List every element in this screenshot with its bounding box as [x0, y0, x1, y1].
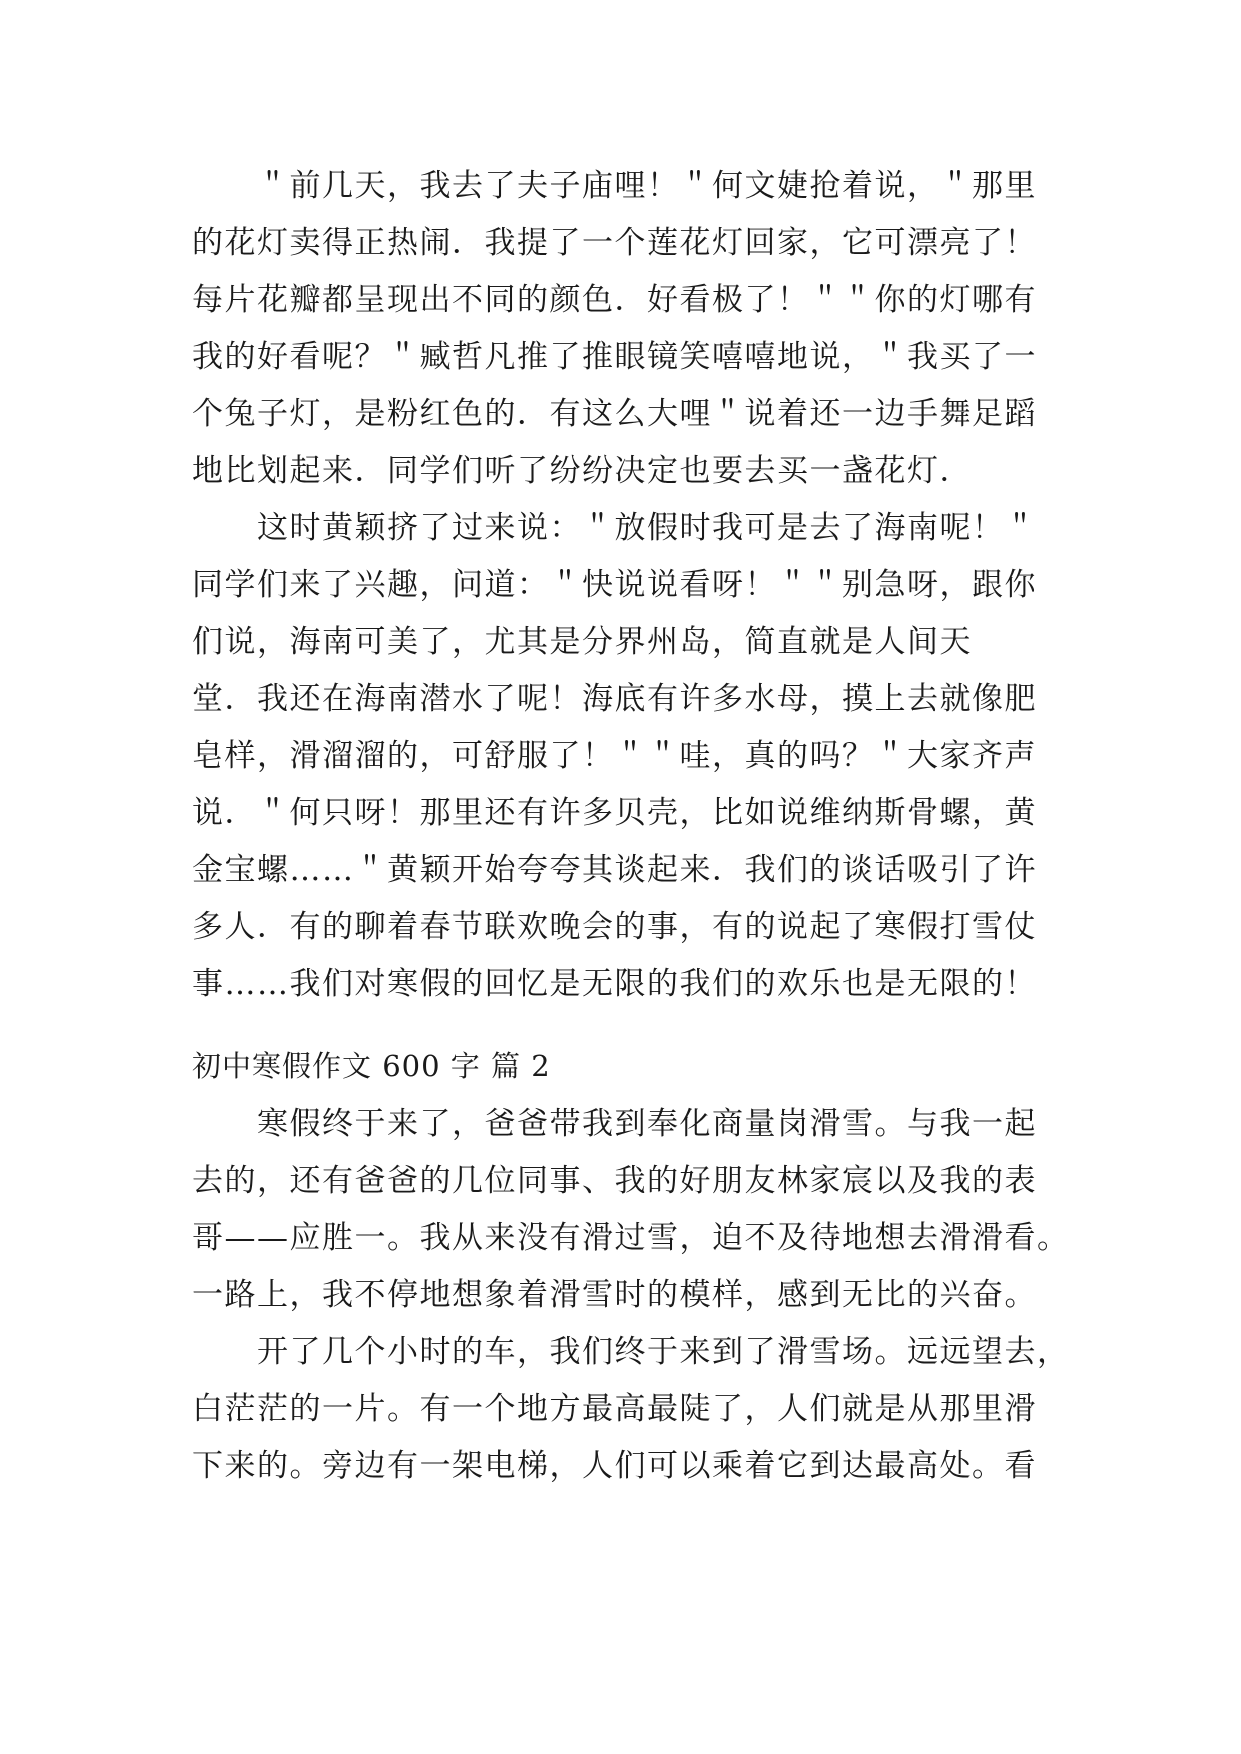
text-line: 去的，还有爸爸的几位同事、我的好朋友林家宸以及我的表: [192, 1163, 1037, 1199]
text-line: 堂．我还在海南潜水了呢！海底有许多水母，摸上去就像肥: [192, 681, 1037, 717]
text-line: 的花灯卖得正热闹．我提了一个莲花灯回家，它可漂亮了！: [192, 225, 1037, 261]
text-line: 白茫茫的一片。有一个地方最高最陡了，人们就是从那里滑: [192, 1391, 1037, 1427]
essay-section-1: [192, 158, 1062, 1013]
text-line: 说．＂何只呀！那里还有许多贝壳，比如说维纳斯骨螺，黄: [192, 795, 1037, 831]
text-line: 寒假终于来了，爸爸带我到奉化商量岗滑雪。与我一起: [192, 1106, 1037, 1142]
section-heading: 初中寒假作文 600 字 篇 2: [192, 1049, 551, 1083]
text-line: 皂样，滑溜溜的，可舒服了！＂＂哇，真的吗？＂大家齐声: [192, 738, 1037, 774]
text-line: 金宝螺……＂黄颖开始夸夸其谈起来．我们的谈话吸引了许: [192, 852, 1037, 888]
text-line: ＂前几天，我去了夫子庙哩！＂何文婕抢着说，＂那里: [192, 168, 1037, 204]
text-line: 同学们来了兴趣，问道：＂快说说看呀！＂＂别急呀，跟你: [192, 567, 1037, 603]
text-line: 多人．有的聊着春节联欢晚会的事，有的说起了寒假打雪仗: [192, 909, 1037, 945]
text-line: 一路上，我不停地想象着滑雪时的模样，感到无比的兴奋。: [192, 1277, 1037, 1313]
text-line: 地比划起来．同学们听了纷纷决定也要去买一盏花灯．: [192, 453, 972, 489]
text-line: 事……我们对寒假的回忆是无限的我们的欢乐也是无限的！: [192, 966, 1037, 1002]
text-line: 个兔子灯，是粉红色的．有这么大哩＂说着还一边手舞足蹈: [192, 396, 1037, 432]
text-line: 哥——应胜一。我从来没有滑过雪，迫不及待地想去滑滑看。: [192, 1220, 1070, 1256]
text-line: 每片花瓣都呈现出不同的颜色．好看极了！＂＂你的灯哪有: [192, 282, 1037, 318]
text-line: 我的好看呢？＂臧哲凡推了推眼镜笑嘻嘻地说，＂我买了一: [192, 339, 1037, 375]
text-line: 这时黄颖挤了过来说：＂放假时我可是去了海南呢！＂: [192, 510, 1037, 546]
text-line: 下来的。旁边有一架电梯，人们可以乘着它到达最高处。看: [192, 1448, 1037, 1484]
text-line: 们说，海南可美了，尤其是分界州岛，简直就是人间天: [192, 624, 972, 660]
essay-section-2: [192, 1096, 1070, 1495]
text-line: 开了几个小时的车，我们终于来到了滑雪场。远远望去，: [192, 1334, 1070, 1370]
